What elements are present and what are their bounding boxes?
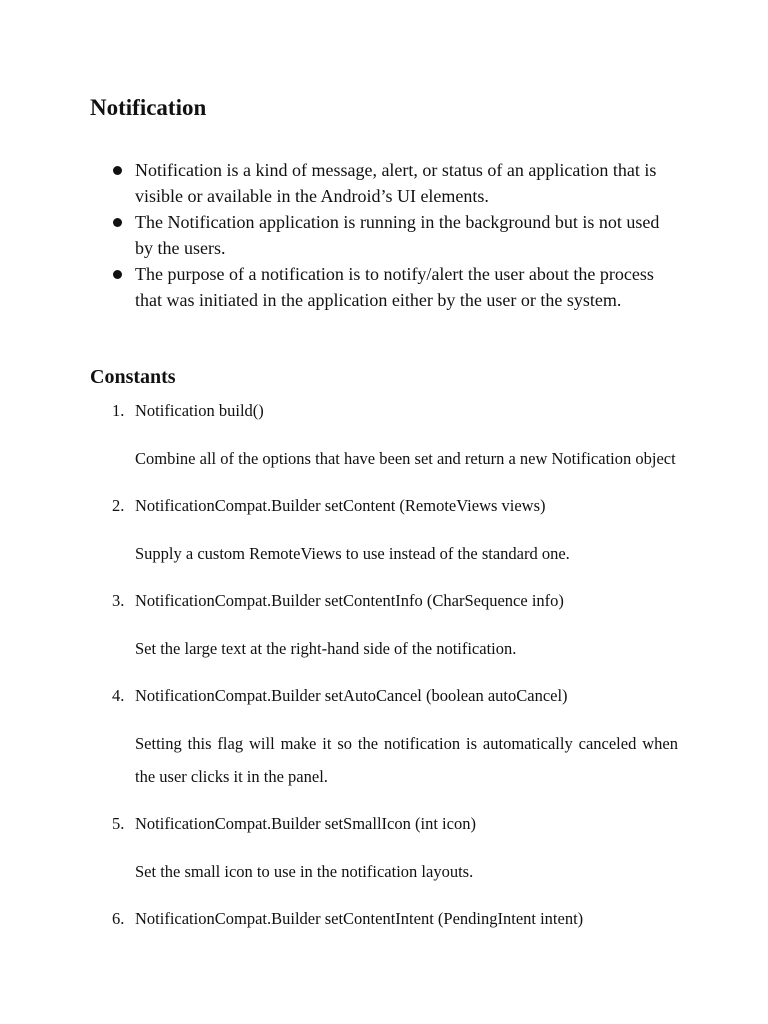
- method-signature: NotificationCompat.Builder setContentInfo (CharSequence info): [135, 591, 564, 610]
- method-description: Combine all of the options that have been set and return a new Notification object: [135, 449, 676, 468]
- constants-heading: Constants: [90, 366, 176, 388]
- method-description: Set the large text at the right-hand side of the notification.: [135, 639, 517, 658]
- item-number: 3.: [112, 591, 125, 610]
- bullet-icon: [113, 218, 122, 227]
- bullet-item: [90, 157, 680, 209]
- constant-item: [90, 588, 678, 665]
- method-description: Supply a custom RemoteViews to use instead of the standard one.: [135, 544, 570, 563]
- page-title: Notification: [90, 95, 207, 120]
- constant-item: [90, 683, 678, 793]
- method-description: Setting this flag will make it so the notification is automatically canceled when the user clicks it in the panel.: [135, 734, 678, 786]
- item-number: 5.: [112, 814, 125, 833]
- bullet-list: [90, 157, 680, 313]
- method-description: Set the small icon to use in the notification layouts.: [135, 862, 474, 881]
- item-number: 6.: [112, 909, 125, 928]
- constants-list: [90, 398, 678, 932]
- bullet-text: Notification is a kind of message, alert, or status of an application that is visible or available in the Android’s UI elements.: [135, 160, 657, 206]
- constant-item: [90, 906, 678, 932]
- bullet-icon: [113, 270, 122, 279]
- method-signature: NotificationCompat.Builder setSmallIcon (int icon): [135, 814, 476, 833]
- bullet-item: [90, 209, 680, 261]
- bullet-item: [90, 261, 680, 313]
- constant-item: [90, 398, 678, 475]
- constant-item: [90, 811, 678, 888]
- item-number: 4.: [112, 686, 125, 705]
- method-signature: NotificationCompat.Builder setAutoCancel (boolean autoCancel): [135, 686, 568, 705]
- item-number: 2.: [112, 496, 125, 515]
- item-number: 1.: [112, 401, 125, 420]
- bullet-text: The Notification application is running in the background but is not used by the users.: [135, 212, 660, 258]
- bullet-icon: [113, 166, 122, 175]
- method-signature: NotificationCompat.Builder setContent (RemoteViews views): [135, 496, 546, 515]
- method-signature: NotificationCompat.Builder setContentIntent (PendingIntent intent): [135, 909, 584, 928]
- bullet-text: The purpose of a notification is to notify/alert the user about the process that was initiated in the application either by the user or the system.: [135, 264, 654, 310]
- constant-item: [90, 493, 678, 570]
- method-signature: Notification build(): [135, 401, 264, 420]
